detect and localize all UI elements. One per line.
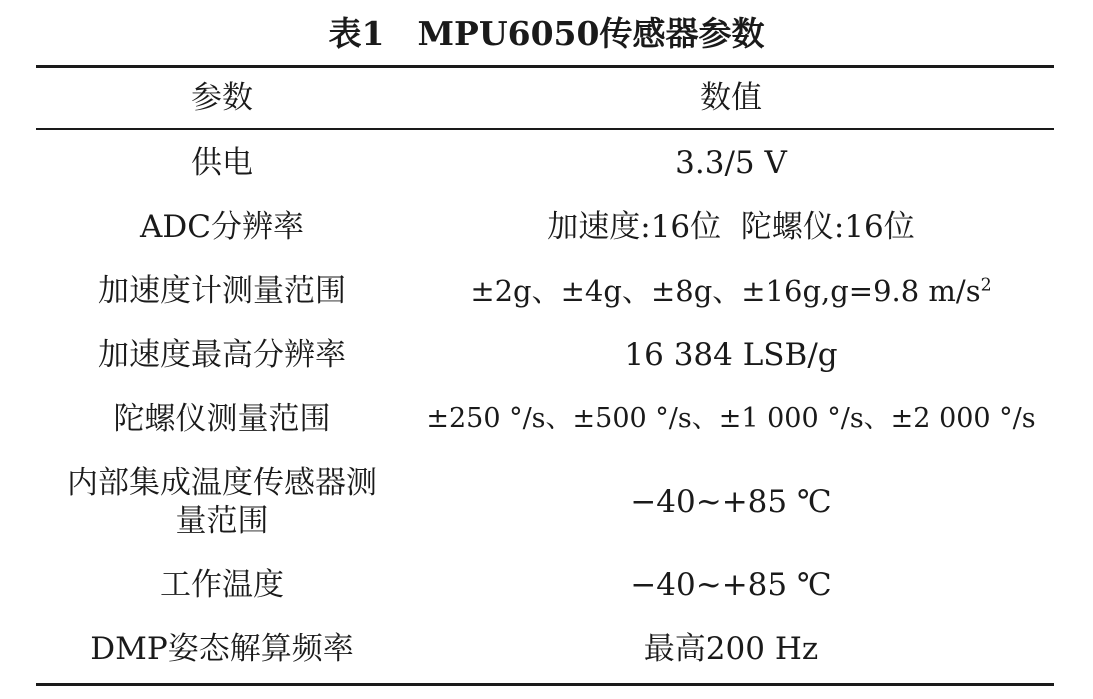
value-cell: 3.3/5 V — [675, 145, 787, 181]
table-caption: 表1 MPU6050传感器参数 — [328, 14, 765, 53]
value-cell: ±250 °/s、±500 °/s、±1 000 °/s、±2 000 °/s — [426, 403, 1036, 434]
table-row-operating-temp — [36, 554, 1054, 616]
value-cell: 加速度:16位 陀螺仪:16位 — [547, 209, 915, 245]
param-line-2: 量范围 — [175, 503, 269, 539]
top-rule — [36, 65, 1054, 68]
table-row-power — [36, 132, 1054, 194]
table-row-gyro-range — [36, 388, 1054, 450]
table-row-accel-range — [36, 260, 1054, 322]
table-row-temp-sensor-range — [36, 454, 1054, 550]
header-param: 参数 — [191, 80, 253, 116]
value-text: ±2g、±4g、±8g、±16g,g=9.8 m/s — [470, 274, 981, 308]
table-row-adc — [36, 196, 1054, 258]
header-value: 数值 — [700, 80, 762, 116]
param-cell: 供电 — [191, 145, 253, 181]
param-cell — [36, 464, 408, 540]
value-cell: −40~+85 ℃ — [630, 484, 832, 520]
value-superscript: 2 — [980, 275, 992, 296]
table-header-row — [36, 69, 1054, 127]
table-row-dmp-frequency — [36, 618, 1054, 680]
param-cell: 工作温度 — [160, 567, 284, 603]
param-cell: ADC分辨率 — [140, 209, 304, 245]
param-cell: DMP姿态解算频率 — [90, 631, 354, 667]
value-cell: 16 384 LSB/g — [624, 337, 838, 373]
param-cell: 陀螺仪测量范围 — [113, 401, 331, 437]
param-cell: 加速度计测量范围 — [98, 273, 346, 309]
param-line-1: 内部集成温度传感器测 — [67, 465, 377, 501]
table-row-accel-resolution — [36, 324, 1054, 386]
header-rule — [36, 128, 1054, 130]
value-cell: 最高200 Hz — [643, 631, 819, 667]
param-cell: 加速度最高分辨率 — [98, 337, 346, 373]
value-cell — [408, 271, 1054, 311]
bottom-rule — [36, 683, 1054, 686]
value-cell: −40~+85 ℃ — [630, 567, 832, 603]
